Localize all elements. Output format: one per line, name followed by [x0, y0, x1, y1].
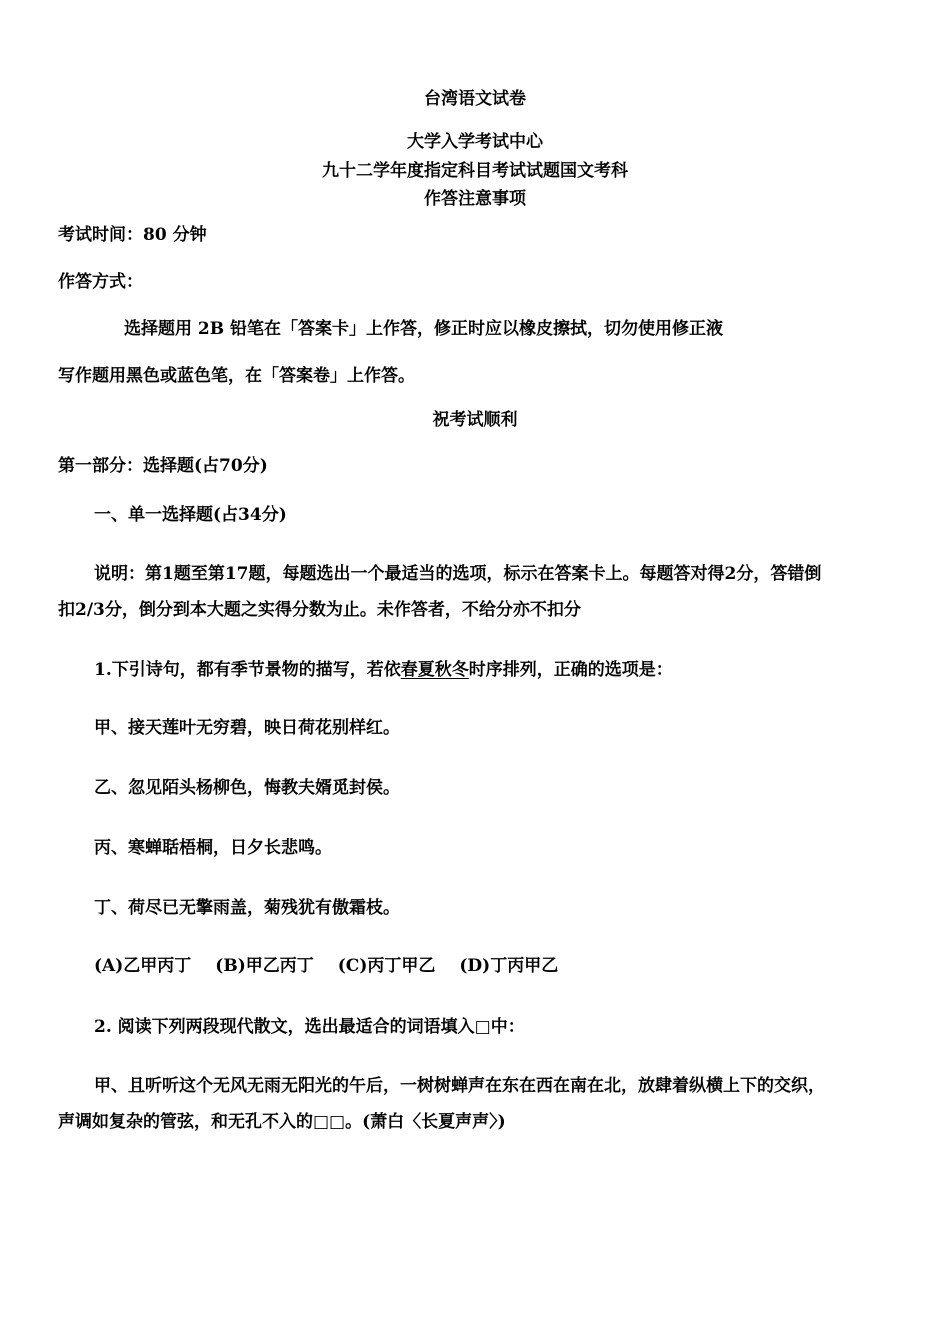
option-c: (C)丙丁甲乙 [337, 956, 436, 976]
option-b: (B)甲乙丙丁 [215, 956, 314, 976]
question-1-line-jia: 甲、接天莲叶无穷碧，映日荷花别样红。 [94, 718, 400, 738]
document-title: 台湾语文试卷 [424, 89, 526, 109]
good-luck-text: 祝考试顺利 [432, 410, 518, 430]
answer-method-line-1: 选择题用 2B 铅笔在「答案卡」上作答，修正时应以橡皮擦拭，切勿使用修正液 [124, 319, 724, 339]
question-2-passage-line-1: 甲、且听听这个无风无雨无阳光的午后，一树树蝉声在东在西在南在北，放肆着纵横上下的交织， [94, 1076, 825, 1096]
exam-name: 九十二学年度指定科目考试试题国文考科 [322, 161, 628, 181]
question-1-line-bing: 丙、寒蝉聒梧桐，日夕长悲鸣。 [94, 838, 332, 858]
question-1-seasons: 春夏秋冬 [400, 660, 469, 680]
question-1-options [94, 955, 582, 977]
option-d: (D)丁丙甲乙 [459, 956, 559, 976]
answer-method-line-2: 写作题用黑色或蓝色笔，在「答案卷」上作答。 [58, 366, 415, 386]
answer-method-label: 作答方式： [58, 272, 143, 292]
question-1-stem-start: 1.下引诗句，都有季节景物的描写，若依 [94, 660, 401, 680]
part-one-title: 第一部分：选择题(占70分) [58, 456, 268, 476]
question-1-stem [94, 659, 673, 681]
notes-title: 作答注意事项 [424, 189, 526, 209]
exam-time: 考试时间：80 分钟 [58, 225, 207, 245]
organization-name: 大学入学考试中心 [407, 132, 543, 152]
question-2-passage-line-2: 声调如复杂的管弦，和无孔不入的□□。(萧白〈长夏声声〉) [58, 1112, 506, 1132]
section-one-title: 一、单一选择题(占34分) [94, 505, 287, 525]
question-1-stem-end: 时序排列，正确的选项是： [468, 660, 673, 680]
section-description-line-2: 扣2/3分，倒分到本大题之实得分数为止。未作答者，不给分亦不扣分 [58, 600, 581, 620]
section-description-line-1: 说明：第1题至第17题，每题选出一个最适当的选项，标示在答案卡上。每题答对得2分，答错倒 [94, 564, 822, 584]
option-a: (A)乙甲丙丁 [94, 956, 192, 976]
question-1-line-yi: 乙、忽见陌头杨柳色，悔教夫婿觅封侯。 [94, 778, 400, 798]
question-1-line-ding: 丁、荷尽已无擎雨盖，菊残犹有傲霜枝。 [94, 898, 400, 918]
question-2-stem: 2. 阅读下列两段现代散文，选出最适合的词语填入□中： [94, 1017, 525, 1037]
